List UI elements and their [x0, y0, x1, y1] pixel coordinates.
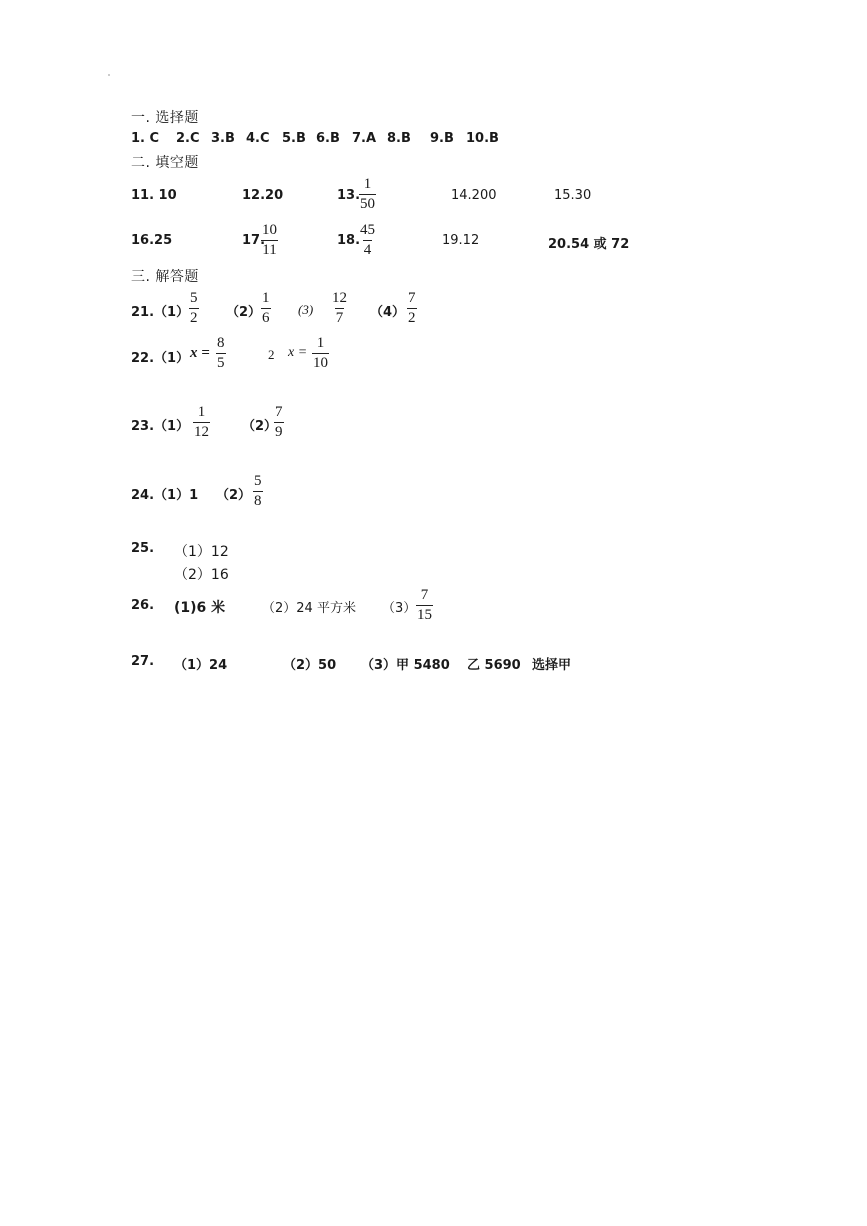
denominator: 8: [254, 493, 262, 509]
answer-q10: 10.B: [466, 131, 499, 146]
q22-variable-1: x =: [190, 345, 210, 361]
answer-q18-fraction: [359, 222, 376, 259]
section-heading-fill: 二. 填空题: [131, 155, 199, 171]
numerator: 1: [262, 290, 270, 306]
q21-answer-2: [261, 290, 271, 327]
denominator: 9: [275, 424, 283, 440]
answer-q17-label: 17.: [242, 233, 266, 248]
q24-answer-2: [253, 473, 263, 510]
q21-part2-label: （2）: [226, 305, 262, 320]
numerator: 1: [363, 176, 372, 192]
answer-q13-fraction: [359, 176, 376, 213]
q23-label: 23.（1）: [131, 419, 190, 434]
numerator: 7: [420, 587, 429, 603]
answer-q9: 9.B: [430, 131, 454, 146]
q21-label: 21.（1）: [131, 305, 190, 320]
numerator: 10: [262, 222, 277, 238]
q26-label: 26.: [131, 598, 155, 613]
q25-label: 25.: [131, 541, 155, 556]
denominator: 4: [363, 242, 372, 258]
q27-answer-2: （2）50: [283, 658, 337, 673]
answer-q8: 8.B: [387, 131, 411, 146]
numerator: 5: [190, 290, 198, 306]
q26-answer-1: (1)6 米: [174, 600, 226, 616]
q24-part2-label: （2）: [216, 488, 252, 503]
answer-q18-label: 18.: [337, 233, 361, 248]
scan-speck: [108, 74, 110, 76]
q25-answer-1: （1）12: [174, 544, 229, 560]
q27-label: 27.: [131, 654, 155, 669]
q21-part4-label: （4）: [370, 305, 406, 320]
q21-answer-1: [189, 290, 199, 327]
q21-part3-label: (3): [298, 302, 314, 317]
denominator: 12: [194, 424, 209, 440]
denominator: 50: [360, 196, 375, 212]
numerator: 1: [197, 404, 206, 420]
q22-label: 22.（1）: [131, 351, 190, 366]
section-heading-solve: 三. 解答题: [131, 269, 199, 285]
answer-q7: 7.A: [352, 131, 377, 146]
answer-q2: 2.C: [176, 131, 200, 146]
q27-answer-4: 乙 5690: [467, 658, 521, 673]
answer-q5: 5.B: [282, 131, 306, 146]
answer-q13-label: 13.: [337, 188, 361, 203]
q23-part2-label: （2）: [242, 419, 278, 434]
q22-answer-2: [312, 335, 329, 372]
numerator: 5: [254, 473, 262, 489]
q26-part3-label: （3）: [382, 601, 417, 616]
q25-answer-2: （2）16: [174, 567, 229, 583]
q21-answer-3: [331, 290, 348, 327]
q23-answer-1: [193, 404, 210, 441]
denominator: 10: [313, 355, 328, 371]
q27-answer-3: （3）甲 5480: [361, 658, 450, 673]
numerator: 7: [408, 290, 416, 306]
answer-q4: 4.C: [246, 131, 270, 146]
q26-answer-3: [416, 587, 433, 624]
answer-q11: 11. 10: [131, 188, 177, 203]
numerator: 45: [360, 222, 375, 238]
numerator: 8: [217, 335, 225, 351]
q23-answer-2: [274, 404, 284, 441]
numerator: 1: [316, 335, 325, 351]
answer-q3: 3.B: [211, 131, 235, 146]
denominator: 2: [190, 310, 198, 326]
answer-q6: 6.B: [316, 131, 340, 146]
section-heading-choice: 一. 选择题: [131, 110, 199, 126]
q27-answer-5: 选择甲: [532, 658, 572, 673]
denominator: 7: [335, 310, 344, 326]
denominator: 2: [408, 310, 416, 326]
numerator: 7: [275, 404, 283, 420]
q21-answer-4: [407, 290, 417, 327]
answer-q1: 1. C: [131, 131, 160, 146]
q22-answer-1: [216, 335, 226, 372]
answer-q16: 16.25: [131, 233, 173, 248]
answer-q15: 15.30: [554, 188, 592, 203]
q24-label: 24.（1）1: [131, 488, 199, 503]
q27-answer-1: （1）24: [174, 658, 228, 673]
denominator: 6: [262, 310, 270, 326]
denominator: 15: [417, 607, 432, 623]
answer-q17-fraction: [261, 222, 278, 259]
denominator: 5: [217, 355, 225, 371]
answer-q14: 14.200: [451, 188, 497, 203]
denominator: 11: [262, 242, 277, 258]
answer-q20: 20.54 或 72: [548, 237, 630, 252]
q22-variable-2: x =: [288, 345, 308, 360]
answer-q19: 19.12: [442, 233, 480, 248]
answer-q12: 12.20: [242, 188, 284, 203]
q22-part2-label: 2: [268, 347, 275, 362]
q26-answer-2: （2）24 平方米: [262, 601, 356, 616]
numerator: 12: [332, 290, 347, 306]
